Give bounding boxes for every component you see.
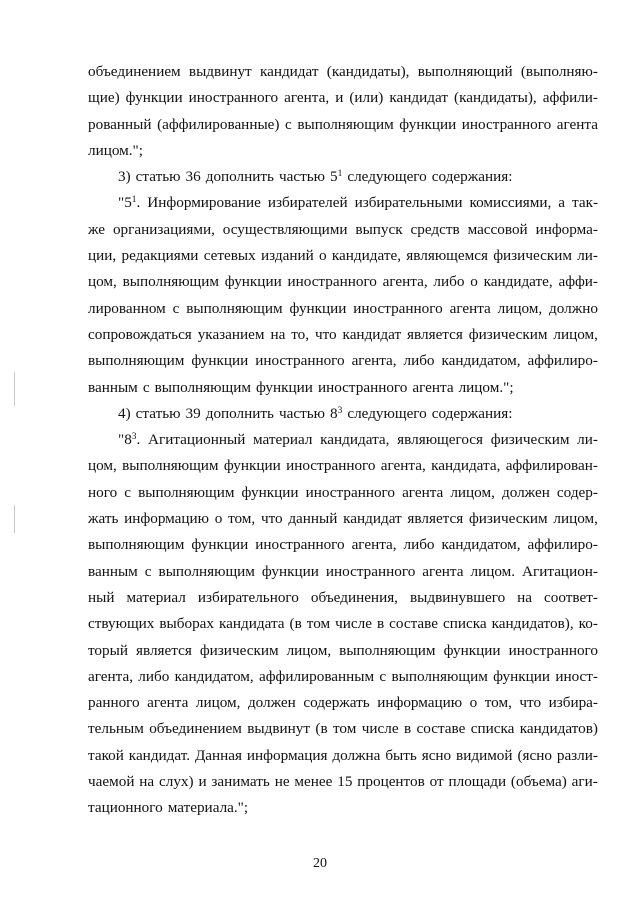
- text-line: 4) статью 39 дополнить частью $8^3$ следующего содержания:: [118, 404, 513, 422]
- document-body-text: [88, 59, 598, 822]
- text-line: объединением выдвинут кандидат (кандидаты), выполняющий (выполняю-: [88, 63, 598, 80]
- text-line: жать информацию о том, что данный кандидат является физическим лицом,: [88, 510, 598, 528]
- text-line: такой кандидат. Данная информация должна быть ясно видимой (ясно разли-: [88, 746, 598, 764]
- text-line: 3) статью 36 дополнить частью $5^1$ следующего содержания:: [118, 168, 513, 186]
- text-line: тельным объединением выдвинут (в том числе в составе списка кандидатов): [88, 720, 598, 738]
- text-line: "$5^1$. Информирование избирателей избирательными комиссиями, а так-: [118, 194, 598, 212]
- text-line: рованный (аффилированные) с выполняющим функции иностранного агента: [88, 115, 598, 133]
- text-line: ный материал избирательного объединения, выдвинувшего на соответ-: [88, 588, 598, 606]
- text-line: лированном с выполняющим функции иностранного агента лицом, должно: [88, 299, 598, 317]
- page-number: 20: [313, 856, 327, 871]
- text-line: лицом.";: [88, 141, 143, 159]
- text-line: же организациями, осуществляющими выпуск средств массовой информа-: [88, 220, 598, 238]
- text-line: агента, либо кандидатом, аффилированным с выполняющим функции иност-: [88, 667, 598, 685]
- text-line: ствующих выборах кандидата (в том числе в составе списка кандидатов), ко-: [88, 615, 598, 633]
- text-line: чаемой на слух) и занимать не менее 15 процентов от площади (объема) аги-: [88, 773, 598, 791]
- text-line: ванным с выполняющим функции иностранного агента лицом. Агитацион-: [88, 562, 598, 580]
- text-line: ванным с выполняющим функции иностранного агента лицом.";: [88, 378, 514, 396]
- text-line: тационного материала.";: [88, 799, 249, 817]
- text-line: торый является физическим лицом, выполняющим функции иностранного: [88, 641, 598, 659]
- text-line: цом, выполняющим функции иностранного агента, кандидата, аффилирован-: [88, 457, 598, 475]
- scan-margin-mark: [14, 505, 15, 533]
- text-line: цом, выполняющим функции иностранного агента, либо о кандидате, аффи-: [88, 273, 598, 291]
- text-line: "$8^3$. Агитационный материал кандидата, являющегося физическим ли-: [118, 431, 598, 449]
- text-line: ции, редакциями сетевых изданий о кандидате, являющемся физическим ли-: [88, 247, 598, 265]
- text-line: выполняющим функции иностранного агента, либо кандидатом, аффилиро-: [88, 352, 598, 370]
- text-line: выполняющим функции иностранного агента, либо кандидатом, аффилиро-: [88, 536, 598, 554]
- text-line: ного с выполняющим функции иностранного агента лицом, должен содер-: [88, 483, 598, 501]
- scan-margin-mark: [14, 372, 15, 406]
- text-line: ранного агента лицом, должен содержать информацию о том, что избира-: [88, 694, 598, 712]
- text-line: щие) функции иностранного агента, и (или) кандидат (кандидаты), аффили-: [88, 89, 598, 107]
- text-line: сопровождаться указанием на то, что кандидат является физическим лицом,: [88, 325, 598, 343]
